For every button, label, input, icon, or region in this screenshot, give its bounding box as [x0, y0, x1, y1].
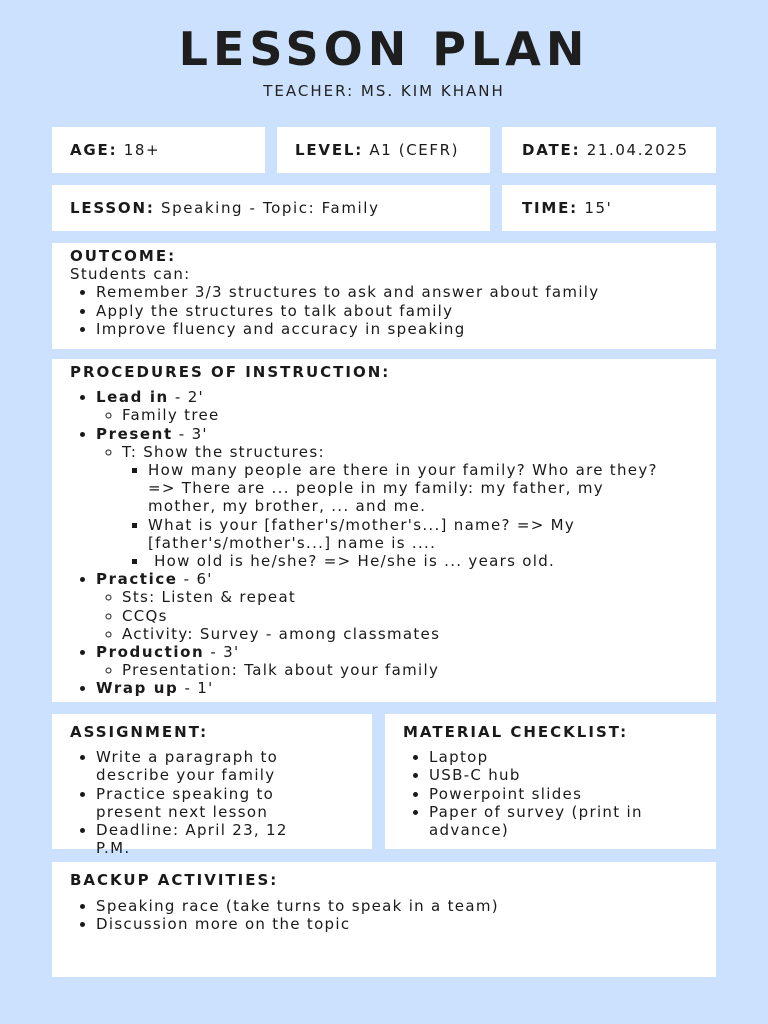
time-label: TIME: [522, 199, 578, 217]
material-list [403, 748, 698, 839]
outcome-intro: Students can: [70, 265, 191, 284]
date-box [502, 127, 716, 173]
outcome-section [52, 243, 716, 349]
list-item: • Apply the structures to talk about family [96, 302, 698, 320]
stage-time: - 3' [204, 643, 240, 662]
procedures-list [70, 388, 698, 697]
list-item: ◦ CCQs [122, 607, 698, 625]
level-value: A1 (CEFR) [369, 141, 460, 159]
page-title: LESSON PLAN [178, 22, 590, 76]
stage-time: - 2' [168, 388, 204, 407]
list-item: ◦ Sts: Listen & repeat [122, 588, 698, 606]
list-item: • USB-C hub [429, 766, 678, 784]
outcome-heading: OUTCOME: [70, 247, 177, 265]
material-heading: MATERIAL CHECKLIST: [403, 723, 629, 741]
assignment-heading: ASSIGNMENT: [70, 723, 209, 741]
list-item: • Improve fluency and accuracy in speaking [96, 320, 698, 338]
list-item: ◦ Activity: Survey - among classmates [122, 625, 698, 643]
material-checklist-section [385, 714, 716, 849]
teacher-name: TEACHER: MS. KIM KHANH [263, 82, 505, 100]
level-box [277, 127, 490, 173]
stage-wrap-up [96, 679, 698, 697]
stage-name: Lead in [96, 388, 169, 407]
structure-item: ▪ How old is he/she? => He/she is ... years old. [148, 552, 664, 570]
structure-item: ▪ How many people are there in your family? Who are they? => There are ... people in my family: my father, my mother, my brother, ... and me. [148, 461, 664, 516]
stage-time: - 3' [172, 424, 208, 443]
stage-name: Wrap up [96, 679, 179, 698]
list-item: ◦ Presentation: Talk about your family [122, 661, 698, 679]
list-item: • Discussion more on the topic [96, 915, 698, 933]
stage-production [96, 643, 698, 679]
backup-activities-section [52, 862, 716, 977]
present-sub: T: Show the structures: [122, 442, 325, 461]
list-item: • Write a paragraph to describe your family [96, 748, 324, 784]
list-item: • Laptop [429, 748, 678, 766]
list-item: • Paper of survey (print in advance) [429, 803, 678, 839]
stage-time: - 6' [177, 570, 213, 589]
list-item: • Practice speaking to present next lesson [96, 785, 324, 821]
procedures-section [52, 359, 716, 702]
structure-item: ▪ What is your [father's/mother's...] name? => My [father's/mother's...] name is .... [148, 516, 664, 552]
list-item: ◦ Family tree [122, 406, 698, 424]
stage-name: Present [96, 424, 173, 443]
stage-present [96, 425, 698, 571]
backup-heading: BACKUP ACTIVITIES: [70, 871, 279, 889]
lesson-box [52, 185, 490, 231]
date-value: 21.04.2025 [586, 141, 689, 159]
outcome-list [70, 283, 698, 338]
age-value: 18+ [123, 141, 161, 159]
backup-list [70, 897, 698, 933]
stage-name: Practice [96, 570, 178, 589]
list-item [122, 443, 698, 570]
level-label: LEVEL: [295, 141, 364, 159]
list-item: • Powerpoint slides [429, 785, 678, 803]
time-box [502, 185, 716, 231]
stage-name: Production [96, 643, 205, 662]
stage-time: - 1' [178, 679, 214, 698]
list-item: • Speaking race (take turns to speak in a team) [96, 897, 698, 915]
assignment-list [70, 748, 354, 857]
list-item: • Remember 3/3 structures to ask and answer about family [96, 283, 698, 301]
lesson-value: Speaking - Topic: Family [161, 199, 380, 217]
date-label: DATE: [522, 141, 581, 159]
lesson-label: LESSON: [70, 199, 155, 217]
time-value: 15' [584, 199, 613, 217]
age-box [52, 127, 265, 173]
list-item: • Deadline: April 23, 12 P.M. [96, 821, 324, 857]
assignment-section [52, 714, 372, 858]
stage-practice [96, 570, 698, 643]
procedures-heading: PROCEDURES OF INSTRUCTION: [70, 363, 391, 381]
age-label: AGE: [70, 141, 118, 159]
stage-lead-in [96, 388, 698, 424]
